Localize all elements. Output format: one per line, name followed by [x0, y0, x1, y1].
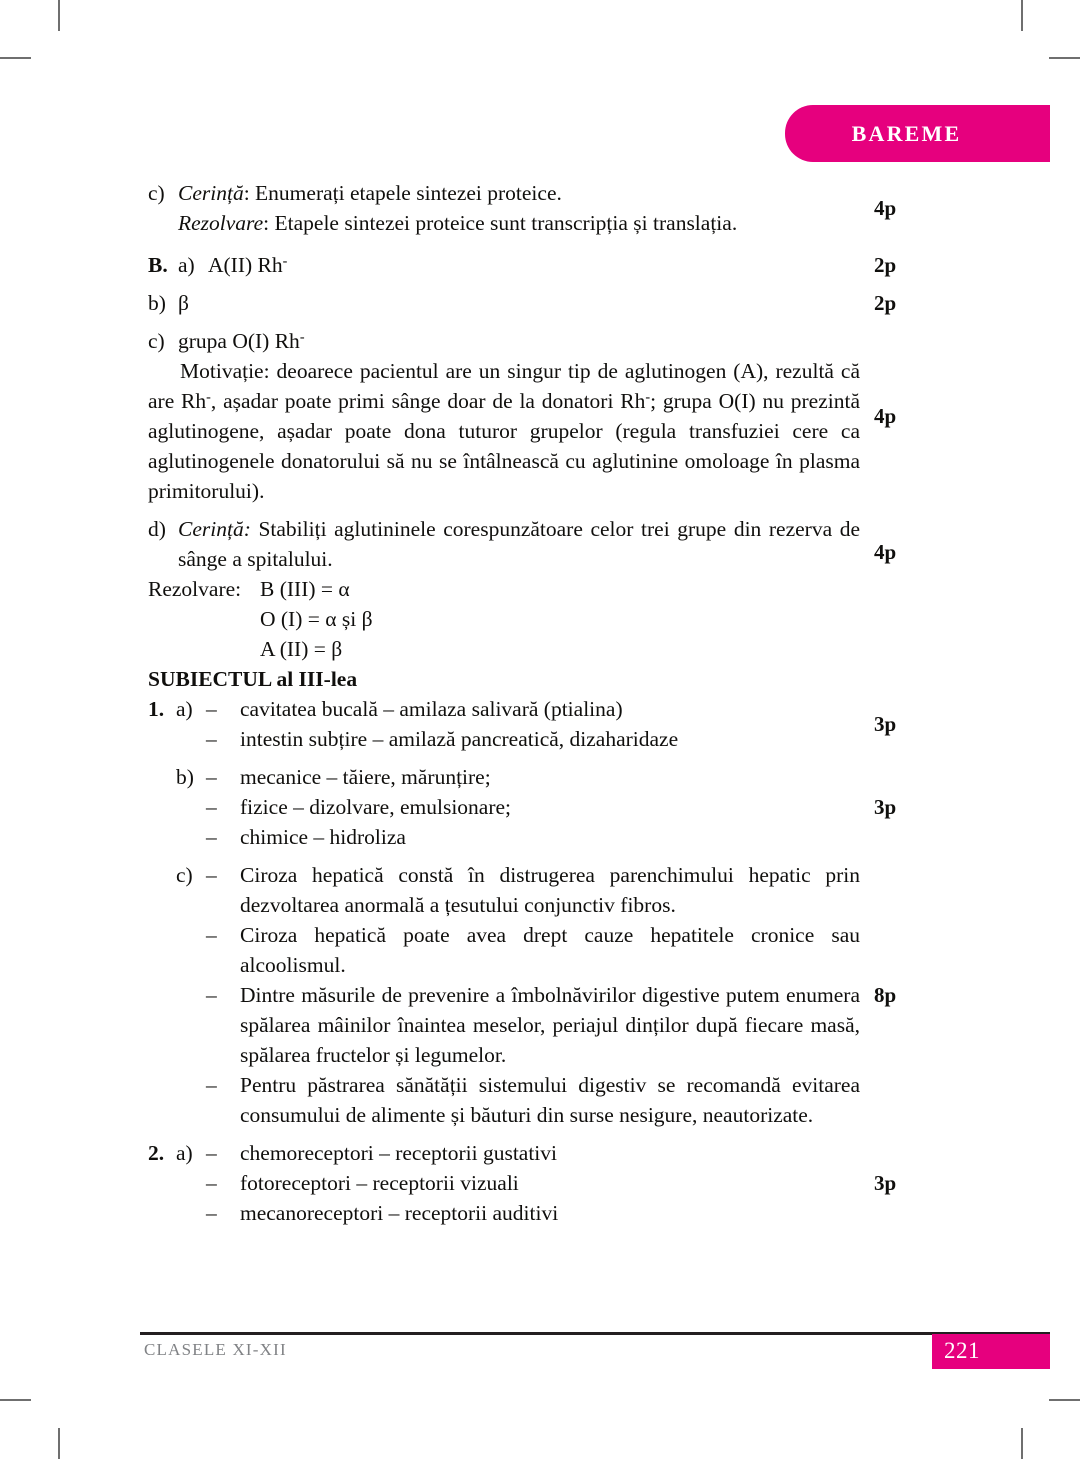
line-1-c-bullet-3	[148, 980, 860, 1070]
item-1-b-bullet-2: fizice – dizolvare, emulsionare;	[240, 795, 512, 819]
dash-icon: –	[206, 727, 217, 751]
dash-icon: –	[206, 795, 217, 819]
crop-mark-top-left-vertical	[58, 0, 60, 31]
bareme-badge	[785, 105, 1050, 162]
crop-mark-top-right-horizontal	[1049, 57, 1080, 59]
dash-icon: –	[206, 825, 217, 849]
marker-1-b: b)	[176, 765, 194, 789]
cerinta-text: : Enumerați etapele sintezei proteice.	[243, 181, 562, 205]
points-1-b: 3p	[874, 794, 897, 819]
marker-c-spacer	[148, 208, 178, 238]
paragraph-motivatie	[148, 356, 860, 506]
motivatie-part-2: , așadar poate primi sânge doar de la donatori Rh	[210, 389, 646, 413]
item-2-a-bullet-1: chemoreceptori – receptorii gustativi	[240, 1141, 557, 1165]
points-1-a: 3p	[874, 711, 897, 736]
crop-mark-top-left-horizontal	[0, 57, 31, 59]
crop-mark-bottom-right-horizontal	[1049, 1399, 1080, 1401]
block-c-cerinta-text	[148, 178, 860, 238]
marker-item-2: 2.	[148, 1141, 165, 1165]
rezolvare-label: Rezolvare	[178, 211, 264, 235]
block-B-b	[148, 288, 928, 318]
block-B-a	[148, 250, 928, 280]
B-a-superscript: -	[282, 253, 288, 270]
block-B-c	[148, 326, 928, 506]
marker-1-a: a)	[176, 697, 193, 721]
line-2-a-bullet-1	[148, 1138, 860, 1168]
line-1-b-bullet-2	[148, 792, 860, 822]
B-d-group-1: B (III) = α	[260, 577, 350, 601]
crop-mark-top-right-vertical	[1021, 0, 1023, 31]
dash-icon: –	[206, 923, 217, 947]
points-B-a: 2p	[874, 252, 897, 277]
item-1-a-bullet-2: intestin subțire – amilază pancreatică, dizaharidaze	[240, 727, 679, 751]
crop-mark-bottom-left-vertical	[58, 1428, 60, 1459]
dash-icon: –	[206, 983, 217, 1007]
item-1-c-bullet-3: Dintre măsurile de prevenire a îmbolnăvirilor digestive putem enumera spălarea mâinilor înaintea meselor, periajul dinților după fiecare masă, spălarea fructelor și legumelor.	[240, 983, 860, 1067]
subject-heading: SUBIECTUL al III-lea	[148, 667, 358, 691]
B-d-cerinta-text: Stabiliți aglutininele corespunzătoare celor trei grupe din rezerva de sânge a spitalului.	[178, 517, 860, 571]
dash-icon: –	[206, 697, 217, 721]
B-d-cerinta-label: Cerință:	[178, 517, 251, 541]
points-c: 4p	[874, 195, 897, 220]
item-1-b-bullet-3: chimice – hidroliza	[240, 825, 406, 849]
line-B-b	[148, 288, 860, 318]
dash-icon: –	[206, 765, 217, 789]
dash-icon: –	[206, 1141, 217, 1165]
motivatie-part-3: ; grupa O(I) nu prezintă aglutinogene, așadar poate dona tuturor grupelor (regula transfuziei cere ca aglutinogenele donatorului să nu se întâlnească cu aglutinine omoloage în plasma primitorului).	[148, 389, 860, 503]
points-B-d: 4p	[874, 540, 897, 564]
B-c-text: grupa O(I) Rh	[178, 329, 300, 353]
motivatie-superscript-1: -	[206, 389, 211, 406]
line-B-a	[148, 250, 860, 280]
block-c-cerinta	[148, 178, 928, 238]
marker-2-a: a)	[176, 1141, 193, 1165]
line-B-d-group-3	[148, 634, 860, 664]
crop-mark-bottom-right-vertical	[1021, 1428, 1023, 1459]
motivatie-part-1: Motivație: deoarece pacientul are un singur tip de aglutinogen (A), rezultă că are Rh	[148, 359, 860, 413]
rezolvare-text: : Etapele sintezei proteice sunt transcripția și translația.	[263, 211, 738, 235]
line-c-rezolvare	[148, 208, 860, 238]
marker-1-c: c)	[176, 863, 193, 887]
line-B-d-rezolvare	[148, 574, 860, 604]
line-B-d-group-2	[148, 604, 860, 634]
crop-mark-bottom-left-horizontal	[0, 1399, 31, 1401]
B-d-group-2: O (I) = α și β	[260, 607, 373, 631]
footer-divider	[140, 1332, 1050, 1335]
bareme-badge-label: BAREME	[851, 120, 962, 146]
marker-item-1: 1.	[148, 697, 165, 721]
item-2-a-bullet-2: fotoreceptori – receptorii vizuali	[240, 1171, 519, 1195]
line-1-b-bullet-3	[148, 822, 860, 852]
item-1-c-bullet-2: Ciroza hepatică poate avea drept cauze hepatitele cronice sau alcoolismul.	[240, 923, 860, 977]
block-2-a	[148, 1138, 928, 1228]
marker-c: c)	[148, 181, 165, 205]
block-1-a	[148, 694, 928, 754]
marker-B-a: a)	[178, 253, 195, 277]
B-d-rezolvare-label: Rezolvare:	[148, 577, 242, 601]
line-1-a-bullet-1	[148, 694, 860, 724]
B-d-group-3: A (II) = β	[260, 637, 343, 661]
B-b-text: β	[178, 291, 189, 315]
B-c-superscript: -	[299, 329, 305, 346]
line-B-c	[148, 326, 860, 356]
line-1-c-bullet-4	[148, 1070, 860, 1130]
dash-icon: –	[206, 1201, 217, 1225]
marker-B-b: b)	[148, 291, 166, 315]
dash-icon: –	[206, 863, 217, 887]
points-1-c: 8p	[874, 982, 897, 1007]
line-B-d	[148, 514, 860, 574]
line-1-a-bullet-2	[148, 724, 860, 754]
line-1-c-bullet-1	[148, 860, 860, 920]
page-number: 221	[944, 1338, 980, 1363]
item-1-b-bullet-1: mecanice – tăiere, mărunțire;	[240, 765, 491, 789]
answer-key-content	[148, 178, 928, 1228]
B-a-text: A(II) Rh	[208, 253, 283, 277]
line-2-a-bullet-2	[148, 1168, 860, 1198]
item-1-c-bullet-4: Pentru păstrarea sănătății sistemului digestiv se recomandă evitarea consumului de alimente și băuturi din surse nesigure, neautorizate.	[240, 1073, 860, 1127]
line-1-b-bullet-1	[148, 762, 860, 792]
item-1-c-bullet-1: Ciroza hepatică constă în distrugerea parenchimului hepatic prin dezvoltarea anormală a țesutului conjunctiv fibros.	[240, 863, 860, 917]
dash-icon: –	[206, 1171, 217, 1195]
line-c-cerinta	[148, 178, 860, 208]
points-B-c: 4p	[874, 403, 897, 428]
item-2-a-bullet-3: mecanoreceptori – receptorii auditivi	[240, 1201, 559, 1225]
line-2-a-bullet-3	[148, 1198, 860, 1228]
marker-B-d: d)	[148, 517, 166, 541]
marker-B-c: c)	[148, 329, 165, 353]
motivatie-superscript-2: -	[645, 389, 651, 406]
points-B-b: 2p	[874, 290, 897, 315]
marker-B: B.	[148, 253, 168, 277]
block-1-b	[148, 762, 928, 852]
dash-icon: –	[206, 1073, 217, 1097]
points-2-a: 3p	[874, 1170, 897, 1195]
line-1-c-bullet-2	[148, 920, 860, 980]
footer-class-label: CLASELE XI-XII	[144, 1340, 287, 1359]
cerinta-label: Cerință	[178, 181, 244, 205]
item-1-a-bullet-1: cavitatea bucală – amilaza salivară (ptialina)	[240, 697, 623, 721]
block-B-d	[148, 514, 928, 664]
block-1-c	[148, 860, 928, 1130]
